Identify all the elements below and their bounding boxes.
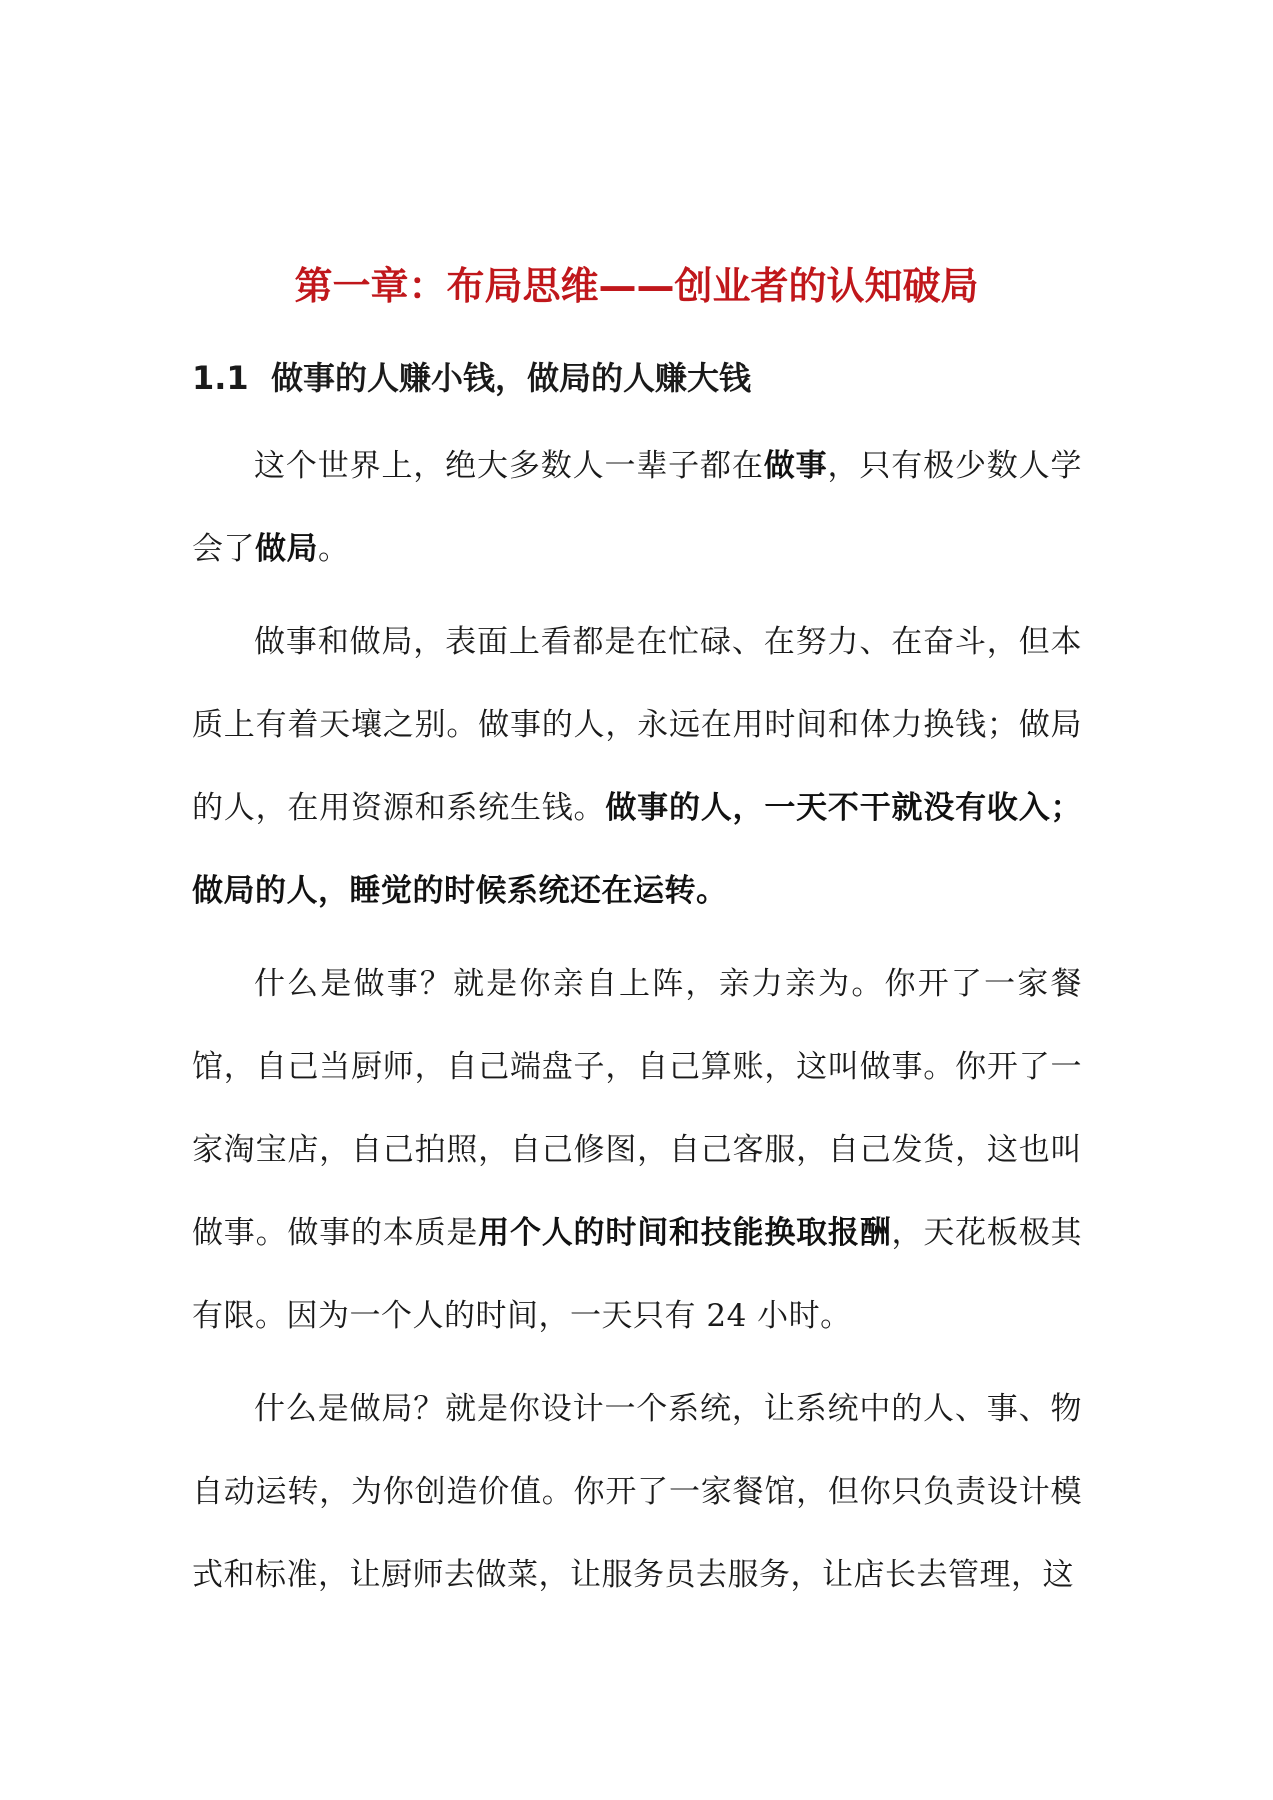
text-run: ，天花板极其有限。因为一个人的时间，一天只有 24 小时。 [192,1215,1083,1334]
section-title: 1.1 做事的人赚小钱，做局的人赚大钱 [192,359,751,397]
text-run: 什么是做局？就是你设计一个系统，让系统中的人、事、物自动运转，为你创造价值。你开了一家餐馆，但你只负责设计模式和标准，让厨师去做菜，让服务员去服务，让店长去管理，这 [192,1391,1082,1593]
text-run: 什么是做事？就是你亲自上阵，亲力亲为。你开了一家餐馆，自己当厨师，自己端盘子，自己算账，这叫做事。你开了一家淘宝店，自己拍照，自己修图，自己客服，自己发货，这也叫做事。做事的本质是 [192,966,1082,1251]
paragraph [192,943,1082,1358]
text-run: 。 [318,531,350,567]
paragraph [192,1368,1082,1617]
text-run: 做事和做局，表面上看都是在忙碌、在努力、在奋斗，但本质上有着天壤之别。做事的人，永远在用时间和体力换钱；做局的人，在用资源和系统生钱。 [192,624,1082,826]
text-run: ，只有极少数人学会了 [192,448,1083,567]
bold-text: 做事 [763,448,828,484]
bold-text: 做事的人，一天不干就没有收入；做局的人，睡觉的时候系统还在运转。 [192,790,1083,909]
bold-text: 做局 [255,531,318,567]
chapter-title: 第一章：布局思维——创业者的认知破局 [294,264,979,308]
body-text [192,425,1082,1627]
paragraph [192,425,1082,591]
paragraph [192,601,1082,933]
text-run: 这个世界上，绝大多数人一辈子都在 [254,448,764,484]
bold-text: 用个人的时间和技能换取报酬 [478,1215,892,1251]
